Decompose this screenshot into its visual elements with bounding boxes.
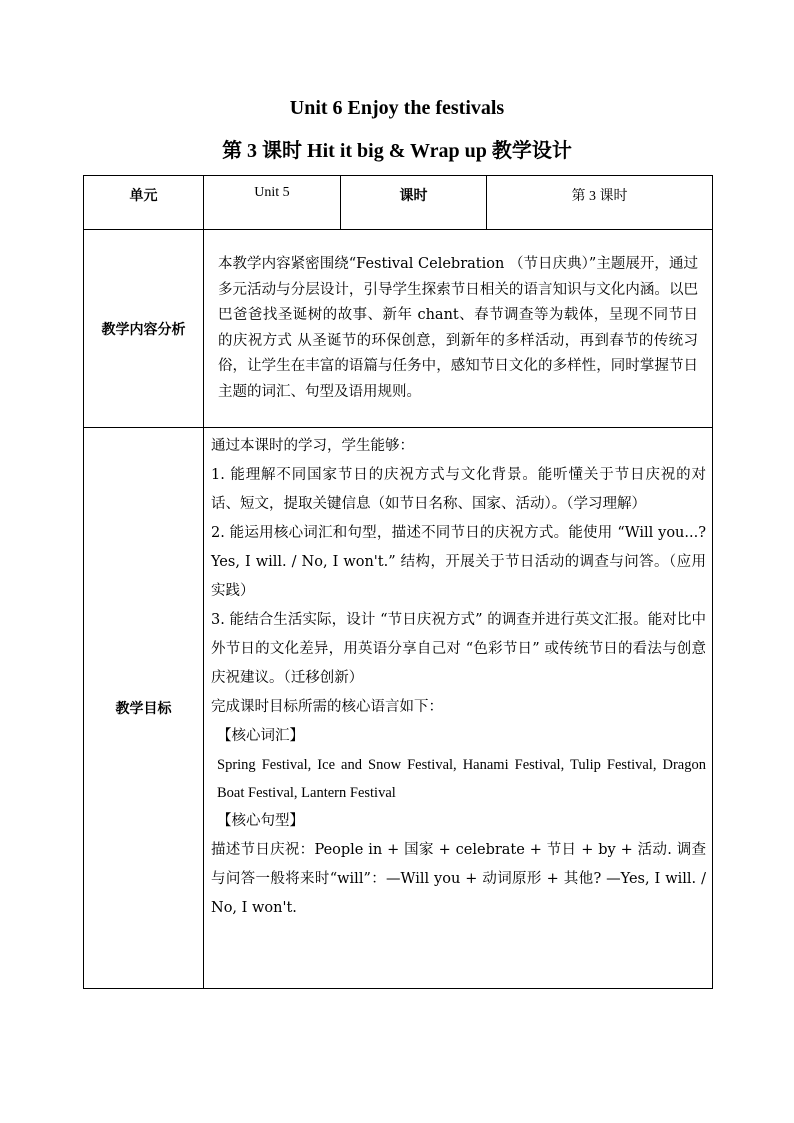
goal-item-2: 2. 能运用核心词汇和句型，描述不同节日的庆祝方式。能使用 “Will you...? Yes, I will. / No, I won't.” 结构，开展关于节日活动的调查与问答。（应用实践） (211, 525, 706, 599)
analysis-row (84, 230, 713, 428)
vocab-text: Spring Festival, Ice and Snow Festival, Hanami Festival, Tulip Festival, Dragon Boat Festival, Lantern Festival (217, 757, 706, 801)
core-language-intro: 完成课时目标所需的核心语言如下： (211, 699, 443, 715)
lesson-plan-table (83, 175, 713, 989)
document-title: Unit 6 Enjoy the festivals (289, 97, 505, 119)
goals-cell (204, 428, 713, 989)
goal-item-1: 1. 能理解不同国家节日的庆祝方式与文化背景。能听懂关于节日庆祝的对话、短文，提取关键信息（如节日名称、国家、活动）。（学习理解） (211, 467, 706, 512)
lesson-label: 课时 (341, 176, 487, 230)
vocab-heading: 【核心词汇】 (217, 728, 304, 744)
goals-row (84, 428, 713, 989)
sentence-heading: 【核心句型】 (217, 813, 304, 829)
unit-label: 单元 (84, 176, 204, 230)
goal-item-3: 3. 能结合生活实际，设计 “节日庆祝方式” 的调查并进行英文汇报。能对比中外节日的文化差异，用英语分享自己对 “色彩节日” 或传统节日的看法与创意庆祝建议。（迁移创新） (211, 612, 706, 686)
goals-label: 教学目标 (84, 428, 204, 989)
unit-value: Unit 5 (204, 176, 341, 230)
header-row (84, 176, 713, 230)
analysis-cell (204, 230, 713, 428)
analysis-text: 本教学内容紧密围绕“Festival Celebration （节日庆典）”主题展开，通过多元活动与分层设计，引导学生探索节日相关的语言知识与文化内涵。以巴巴爸爸找圣诞树的故事、新年 chant、春节调查等为载体，呈现不同节日的庆祝方式 从圣诞节的环保创意，到新年的多样活动，再到春节的传统习俗，让学生在丰富的语篇与任务中，感知节日文化的多样性，同时掌握节日主题的词汇、句型及语用规则。 (218, 256, 698, 400)
sentence-text: 描述节日庆祝：People in + 国家 + celebrate + 节日 + by + 活动. 调查与问答一般将来时“will”：—Will you + 动词原形 + 其他? —Yes, I will. / No, I won't. (211, 842, 706, 916)
goals-intro: 通过本课时的学习，学生能够： (211, 438, 414, 454)
lesson-value: 第 3 课时 (487, 176, 713, 230)
document-subtitle: 第 3 课时 Hit it big & Wrap up 教学设计 (222, 140, 572, 162)
analysis-label: 教学内容分析 (84, 230, 204, 428)
